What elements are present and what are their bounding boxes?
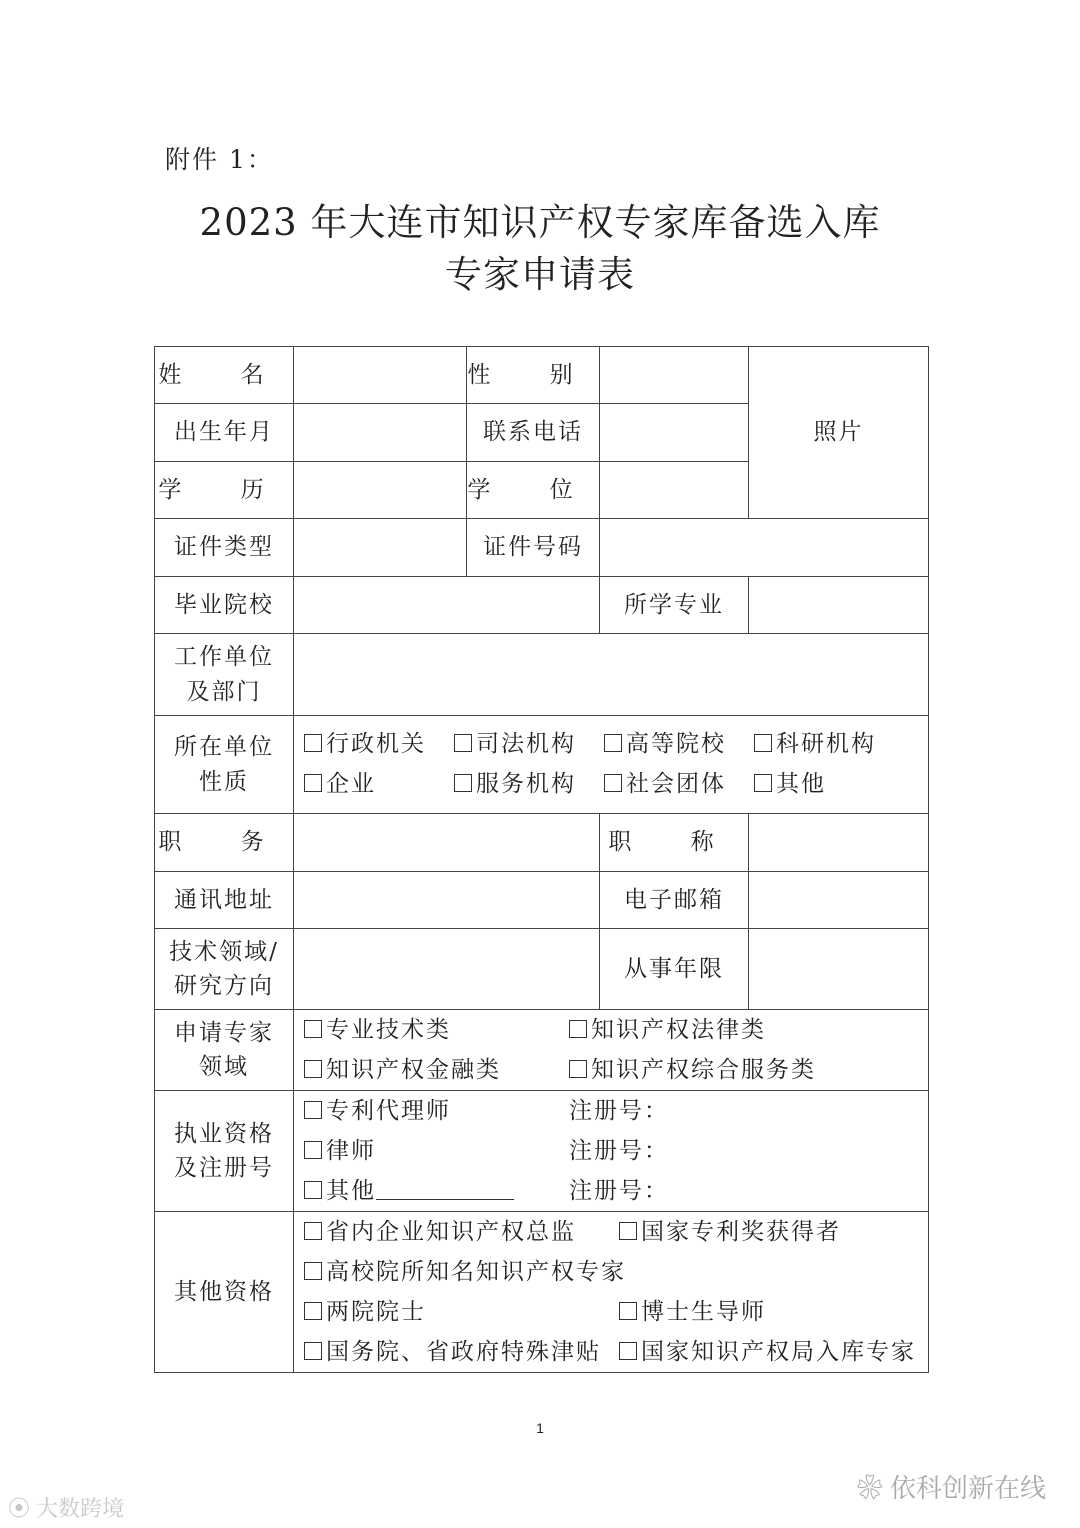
workplace-label-line2: 及部门	[186, 678, 262, 705]
wechat-icon: ❀	[856, 1473, 890, 1503]
form-title-line2: 专家申请表	[445, 253, 635, 296]
birth-field[interactable]	[294, 404, 467, 462]
practice-option-other[interactable]: 其他	[304, 1174, 569, 1209]
field-label	[155, 929, 294, 1010]
checkbox[interactable]	[304, 1101, 322, 1119]
education-field[interactable]	[294, 462, 467, 519]
form-title-line1: 2023 年大连市知识产权专家库备选入库	[199, 201, 881, 244]
practice-label	[155, 1091, 294, 1212]
checkbox[interactable]	[304, 734, 322, 752]
practice-options	[294, 1091, 929, 1212]
other-option-renowned-expert[interactable]: 高校院所知名知识产权专家	[304, 1255, 626, 1290]
other-qualification-label: 其他资格	[155, 1212, 294, 1373]
checkbox[interactable]	[754, 774, 772, 792]
school-label: 毕业院校	[155, 577, 294, 634]
title-label: 职 称	[600, 814, 749, 872]
phone-label: 联系电话	[467, 404, 600, 462]
major-field[interactable]	[749, 577, 929, 634]
checkbox[interactable]	[304, 1060, 322, 1078]
unit-option-university[interactable]: 高等院校	[604, 727, 754, 762]
other-option-phd-supervisor[interactable]: 博士生导师	[619, 1295, 766, 1330]
position-label: 职 务	[155, 814, 294, 872]
unit-option-government[interactable]: 行政机关	[304, 727, 454, 762]
checkbox[interactable]	[304, 1141, 322, 1159]
checkbox[interactable]	[604, 734, 622, 752]
education-label: 学 历	[155, 462, 294, 519]
email-label: 电子邮箱	[600, 872, 749, 929]
id-number-field[interactable]	[600, 519, 929, 577]
practice-label-line1: 执业资格	[174, 1120, 274, 1147]
other-option-patent-award[interactable]: 国家专利奖获得者	[619, 1215, 841, 1250]
checkbox[interactable]	[569, 1020, 587, 1038]
other-option-ip-director[interactable]: 省内企业知识产权总监	[304, 1215, 619, 1250]
phone-field[interactable]	[600, 404, 749, 462]
checkbox[interactable]	[619, 1342, 637, 1360]
name-field[interactable]	[294, 347, 467, 404]
field-label-line1: 技术领域/	[169, 938, 279, 965]
apply-field-options	[294, 1010, 929, 1091]
apply-option-technical[interactable]: 专业技术类	[304, 1013, 569, 1048]
checkbox[interactable]	[304, 1222, 322, 1240]
apply-field-label	[155, 1010, 294, 1091]
unit-option-service[interactable]: 服务机构	[454, 767, 604, 802]
checkbox[interactable]	[304, 1181, 322, 1199]
page-number: 1	[536, 1420, 544, 1436]
checkbox[interactable]	[304, 1302, 322, 1320]
position-field[interactable]	[294, 814, 600, 872]
id-type-label: 证件类型	[155, 519, 294, 577]
checkbox[interactable]	[754, 734, 772, 752]
checkbox[interactable]	[619, 1302, 637, 1320]
email-field[interactable]	[749, 872, 929, 929]
birth-label: 出生年月	[155, 404, 294, 462]
checkbox[interactable]	[619, 1222, 637, 1240]
watermark-left: ⦿ 大数跨境	[8, 1496, 125, 1521]
checkbox[interactable]	[304, 1262, 322, 1280]
other-option-cnipa-expert[interactable]: 国家知识产权局入库专家	[619, 1335, 916, 1370]
practice-option-lawyer[interactable]: 律师	[304, 1134, 569, 1169]
degree-field[interactable]	[600, 462, 749, 519]
attachment-label: 附件 1：	[165, 145, 274, 174]
unit-nature-label-line2: 性质	[199, 768, 249, 795]
workplace-field[interactable]	[294, 634, 929, 716]
unit-option-social[interactable]: 社会团体	[604, 767, 754, 802]
checkbox[interactable]	[604, 774, 622, 792]
other-qualification-options	[294, 1212, 929, 1373]
application-form-table	[154, 346, 929, 1373]
unit-option-enterprise[interactable]: 企业	[304, 767, 454, 802]
apply-field-label-line1: 申请专家	[174, 1019, 274, 1046]
checkbox[interactable]	[454, 734, 472, 752]
other-blank-line[interactable]	[376, 1181, 514, 1200]
address-label: 通讯地址	[155, 872, 294, 929]
unit-nature-options	[294, 716, 929, 814]
logo-icon: ⦿	[8, 1496, 37, 1521]
registration-label: 注册号：	[569, 1177, 669, 1204]
watermark-right: ❀ 依科创新在线	[856, 1473, 1046, 1503]
apply-option-finance[interactable]: 知识产权金融类	[304, 1053, 569, 1088]
other-option-special-allowance[interactable]: 国务院、省政府特殊津贴	[304, 1335, 619, 1370]
name-label: 姓 名	[155, 347, 294, 404]
photo-area[interactable]: 照片	[749, 347, 929, 519]
unit-option-other[interactable]: 其他	[754, 767, 904, 802]
id-type-field[interactable]	[294, 519, 467, 577]
checkbox[interactable]	[304, 1342, 322, 1360]
school-field[interactable]	[294, 577, 600, 634]
unit-nature-label	[155, 716, 294, 814]
address-field[interactable]	[294, 872, 600, 929]
unit-option-judicial[interactable]: 司法机构	[454, 727, 604, 762]
unit-option-research[interactable]: 科研机构	[754, 727, 904, 762]
title-field[interactable]	[749, 814, 929, 872]
apply-field-label-line2: 领域	[199, 1054, 249, 1080]
practice-label-line2: 及注册号	[174, 1155, 274, 1181]
field-label-line2: 研究方向	[174, 973, 274, 999]
registration-label: 注册号：	[569, 1137, 669, 1164]
workplace-label-line1: 工作单位	[174, 644, 274, 670]
checkbox[interactable]	[569, 1060, 587, 1078]
apply-option-service[interactable]: 知识产权综合服务类	[569, 1053, 816, 1088]
apply-option-legal[interactable]: 知识产权法律类	[569, 1013, 766, 1048]
registration-label: 注册号：	[569, 1097, 669, 1124]
other-option-academician[interactable]: 两院院士	[304, 1295, 619, 1330]
checkbox[interactable]	[454, 774, 472, 792]
id-number-label: 证件号码	[467, 519, 600, 577]
field-field[interactable]	[294, 929, 600, 1010]
years-field[interactable]	[749, 929, 929, 1010]
degree-label: 学 位	[467, 462, 600, 519]
gender-label: 性 别	[467, 347, 600, 404]
gender-field[interactable]	[600, 347, 749, 404]
checkbox[interactable]	[304, 774, 322, 792]
workplace-label	[155, 634, 294, 716]
years-label: 从事年限	[600, 929, 749, 1010]
checkbox[interactable]	[304, 1020, 322, 1038]
practice-option-patent-agent[interactable]: 专利代理师	[304, 1094, 569, 1129]
unit-nature-label-line1: 所在单位	[174, 734, 274, 760]
major-label: 所学专业	[600, 577, 749, 634]
